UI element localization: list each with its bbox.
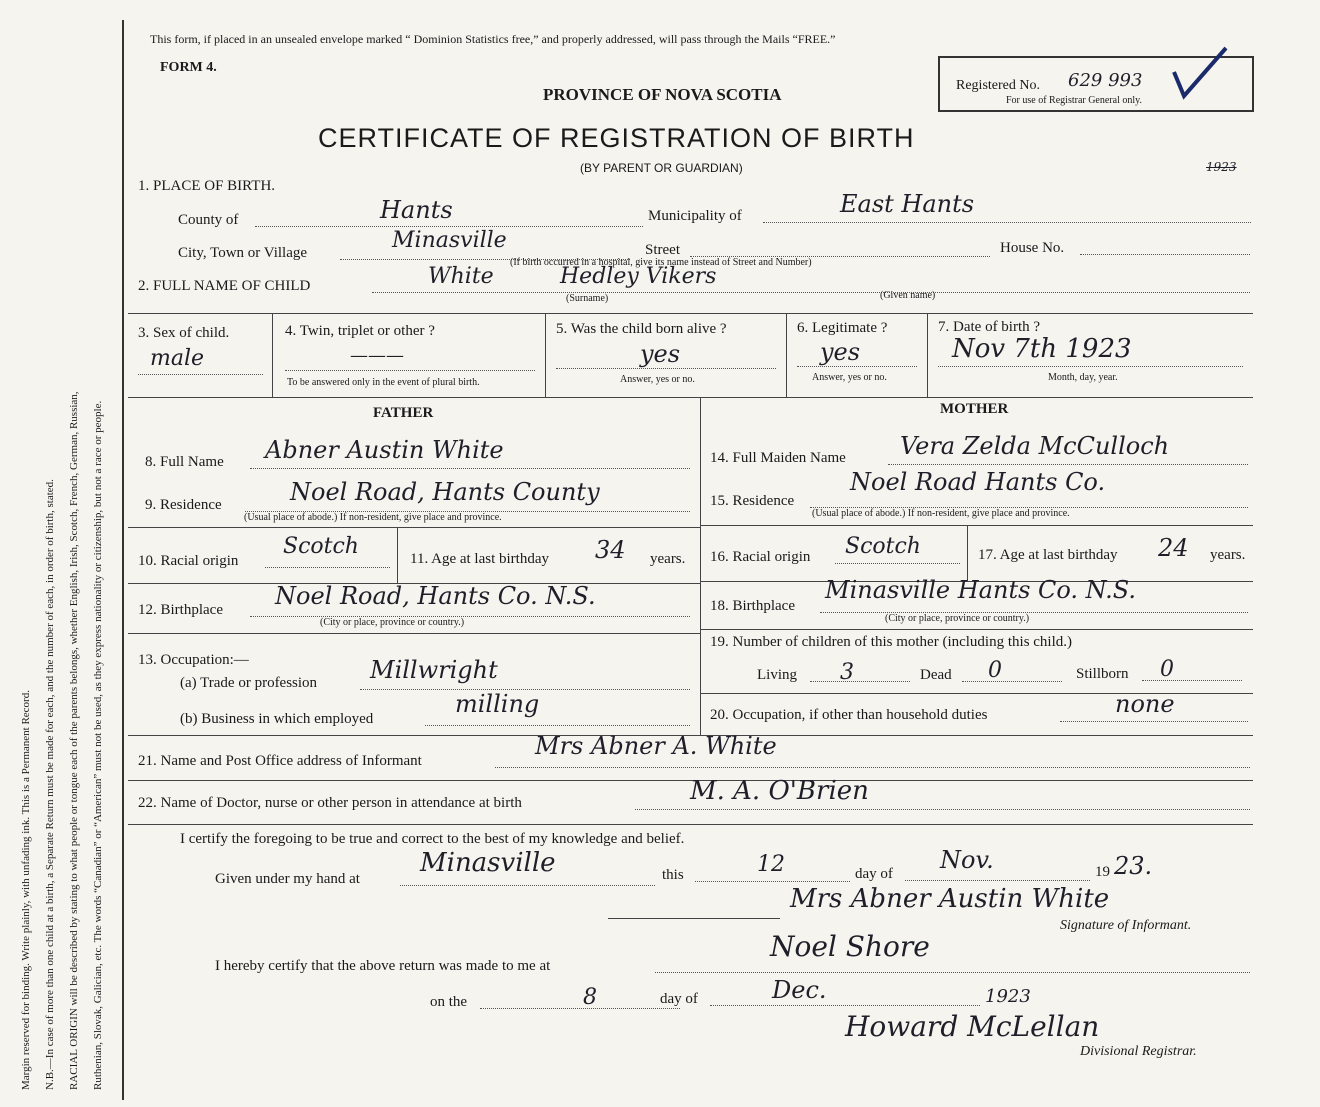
place-of-birth-heading: 1. PLACE OF BIRTH. xyxy=(138,178,276,194)
father-race-label: 10. Racial origin xyxy=(138,553,239,569)
sex-label: 3. Sex of child. xyxy=(138,325,230,341)
mother-birthplace-label: 18. Birthplace xyxy=(710,598,795,614)
mother-name-label: 14. Full Maiden Name xyxy=(710,450,846,466)
return-day-value: 8 xyxy=(583,985,597,1010)
child-name-label: 2. FULL NAME OF CHILD xyxy=(138,278,311,294)
child-surname: White xyxy=(428,264,494,289)
father-age-label: 11. Age at last birthday xyxy=(410,551,549,567)
born-alive-label: 5. Was the child born alive ? xyxy=(556,321,727,337)
trade-value: Millwright xyxy=(370,656,498,684)
return-certify-label: I hereby certify that the above return was made to me at xyxy=(215,958,551,974)
twin-value: ——— xyxy=(350,345,404,366)
date-of-birth-note: Month, day, year. xyxy=(1048,372,1118,383)
municipality-value: East Hants xyxy=(840,190,975,218)
father-name-label: 8. Full Name xyxy=(145,454,224,470)
village-label: City, Town or Village xyxy=(178,245,308,261)
trade-label: (a) Trade or profession xyxy=(180,675,318,691)
day-value: 12 xyxy=(757,852,785,877)
dead-value: 0 xyxy=(988,658,1002,683)
binding-margin-line xyxy=(122,20,124,1100)
legitimate-note: Answer, yes or no. xyxy=(812,372,887,383)
born-alive-value: yes xyxy=(640,340,681,368)
this-label: this xyxy=(662,867,684,883)
margin-line-2: N.B.—In case of more than one child at a birth, a Separate Return must be made for each, and the number of each, in order of birth, stated. xyxy=(44,479,56,1090)
mother-residence-label: 15. Residence xyxy=(710,493,795,509)
county-label: County of xyxy=(178,212,239,228)
given-name-note: (Given name) xyxy=(880,290,936,301)
child-given-name: Hedley Vikers xyxy=(560,264,717,289)
year-suffix: 23. xyxy=(1114,852,1153,880)
day-of-label: day of xyxy=(855,866,893,882)
father-birthplace-value: Noel Road, Hants Co. N.S. xyxy=(275,582,596,610)
margin-notes xyxy=(14,10,110,1090)
living-label: Living xyxy=(757,667,797,683)
stillborn-value: 0 xyxy=(1160,657,1174,682)
certificate-subtitle: (BY PARENT OR GUARDIAN) xyxy=(580,161,743,175)
father-years-label: years. xyxy=(650,551,686,567)
mail-notice: This form, if placed in an unsealed envelope marked “ Dominion Statistics free,” and properly addressed, will pass through the Mails “FREE.” xyxy=(150,32,836,46)
province-heading: PROVINCE OF NOVA SCOTIA xyxy=(543,85,782,104)
father-residence-note: (Usual place of abode.) If non-resident, give place and province. xyxy=(244,512,502,523)
mother-occupation-label: 20. Occupation, if other than household duties xyxy=(710,707,988,723)
registrar-note: For use of Registrar General only. xyxy=(1006,95,1142,106)
father-name-value: Abner Austin White xyxy=(265,436,504,464)
doctor-value: M. A. O'Brien xyxy=(690,776,869,806)
corner-mark: 1923 xyxy=(1206,160,1237,174)
signature-of-informant-label: Signature of Informant. xyxy=(1060,918,1192,933)
registered-number: 629 993 xyxy=(1068,70,1143,91)
date-of-birth-label: 7. Date of birth ? xyxy=(938,319,1041,335)
surname-note: (Surname) xyxy=(566,293,609,304)
father-residence-label: 9. Residence xyxy=(145,497,222,513)
village-value: Minasville xyxy=(392,228,507,253)
business-value: milling xyxy=(455,690,540,718)
month-value: Nov. xyxy=(940,846,994,874)
mother-race-value: Scotch xyxy=(845,534,921,559)
street-label: Street xyxy=(645,242,680,258)
father-age-value: 34 xyxy=(595,536,626,564)
margin-line-4: Ruthenian, Slovak, Galician, etc. The words “Canadian” or “American” must not be used, as they express nationality or citizenship, but not a race or people. xyxy=(92,400,104,1090)
children-count-label: 19. Number of children of this mother (including this child.) xyxy=(710,634,1073,650)
municipality-label: Municipality of xyxy=(648,208,742,224)
stillborn-label: Stillborn xyxy=(1076,666,1129,682)
mother-name-value: Vera Zelda McCulloch xyxy=(900,432,1170,460)
divisional-registrar-label: Divisional Registrar. xyxy=(1080,1044,1197,1059)
year-prefix: 19 xyxy=(1095,864,1110,880)
mother-age-label: 17. Age at last birthday xyxy=(978,547,1118,563)
mother-birthplace-value: Minasville Hants Co. N.S. xyxy=(825,576,1136,604)
house-number-label: House No. xyxy=(1000,240,1065,256)
return-year-value: 1923 xyxy=(985,986,1031,1007)
mother-age-value: 24 xyxy=(1158,534,1189,562)
date-of-birth-value: Nov 7th 1923 xyxy=(952,334,1132,364)
margin-line-1: Margin reserved for binding. Write plainly, with unfading ink. This is a Permanent Record. xyxy=(20,690,32,1090)
return-day-of-label: day of xyxy=(660,991,698,1007)
given-under-hand-label: Given under my hand at xyxy=(215,871,360,887)
living-value: 3 xyxy=(840,660,854,685)
margin-line-3: RACIAL ORIGIN will be described by stating to what people or tongue each of the parents belongs, whether English, Irish, Scotch, French, German, Russian, xyxy=(68,391,80,1090)
mother-race-label: 16. Racial origin xyxy=(710,549,811,565)
given-place-value: Minasville xyxy=(420,848,556,878)
mother-years-label: years. xyxy=(1210,547,1246,563)
mother-residence-value: Noel Road Hants Co. xyxy=(850,468,1106,496)
doctor-label: 22. Name of Doctor, nurse or other person in attendance at birth xyxy=(138,795,522,811)
legitimate-value: yes xyxy=(820,338,861,366)
dead-label: Dead xyxy=(920,667,952,683)
father-occupation-label: 13. Occupation:— xyxy=(138,652,249,668)
form-number: FORM 4. xyxy=(160,60,217,75)
father-birthplace-label: 12. Birthplace xyxy=(138,602,223,618)
checkmark-icon xyxy=(1170,44,1230,104)
sex-value: male xyxy=(150,346,205,371)
return-place-value: Noel Shore xyxy=(770,930,930,963)
mother-birthplace-note: (City or place, province or country.) xyxy=(885,613,1030,624)
legitimate-label: 6. Legitimate ? xyxy=(797,320,888,336)
certify-statement: I certify the foregoing to be true and correct to the best of my knowledge and belief. xyxy=(180,831,685,847)
informant-signature: Mrs Abner Austin White xyxy=(790,884,1110,914)
registered-label: Registered No. xyxy=(956,78,1040,93)
father-birthplace-note: (City or place, province or country.) xyxy=(320,617,465,628)
informant-value: Mrs Abner A. White xyxy=(535,732,777,760)
mother-occupation-value: none xyxy=(1115,690,1175,718)
father-residence-value: Noel Road, Hants County xyxy=(290,478,600,506)
mother-heading: MOTHER xyxy=(940,401,1009,417)
business-label: (b) Business in which employed xyxy=(180,711,374,727)
street-note: (If birth occurred in a hospital, give its name instead of Street and Number) xyxy=(510,257,812,268)
twin-label: 4. Twin, triplet or other ? xyxy=(285,323,435,339)
mother-residence-note: (Usual place of abode.) If non-resident, give place and province. xyxy=(812,508,1070,519)
born-alive-note: Answer, yes or no. xyxy=(620,374,695,385)
county-value: Hants xyxy=(380,196,453,224)
on-the-label: on the xyxy=(430,994,468,1010)
certificate-title: CERTIFICATE OF REGISTRATION OF BIRTH xyxy=(318,123,915,153)
return-month-value: Dec. xyxy=(772,976,827,1004)
father-race-value: Scotch xyxy=(283,534,359,559)
twin-note: To be answered only in the event of plural birth. xyxy=(287,377,480,388)
registrar-signature: Howard McLellan xyxy=(845,1010,1100,1043)
informant-label: 21. Name and Post Office address of Informant xyxy=(138,753,422,769)
father-heading: FATHER xyxy=(373,405,434,421)
